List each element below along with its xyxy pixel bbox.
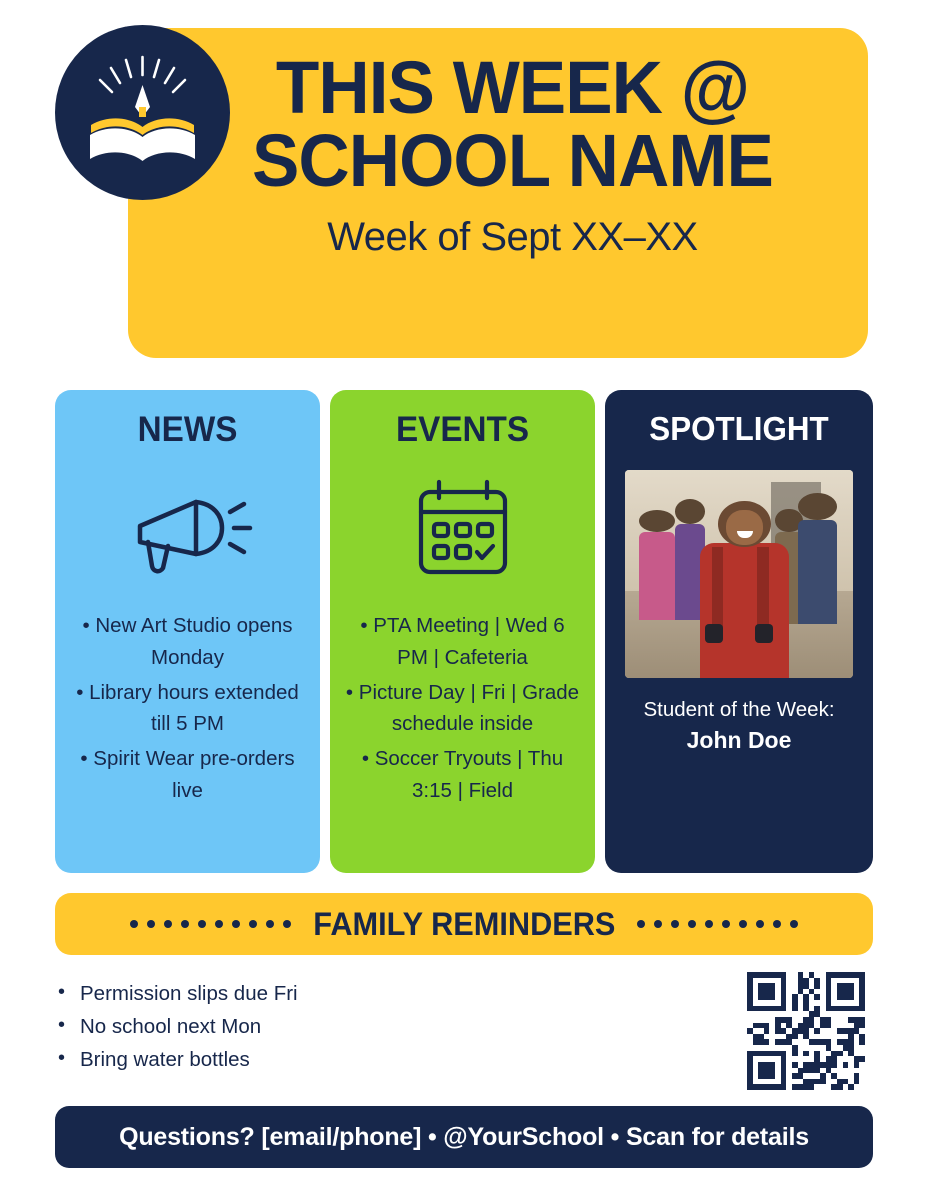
card-news-list [69,610,306,807]
header-subtitle: Week of Sept XX–XX [327,215,698,260]
list-item: • New Art Studio opens Monday [82,614,293,669]
title-line-1: THIS WEEK @ [275,46,750,129]
dot-decoration-left [130,920,291,928]
spotlight-caption: Student of the Week: [643,698,835,721]
family-reminders-list [52,977,298,1077]
list-item: • Spirit Wear pre-orders live [80,747,295,802]
card-events [330,390,595,873]
calendar-check-icon [393,474,533,584]
list-item: • Library hours extended till 5 PM [76,680,299,736]
card-events-heading: EVENTS [395,410,530,449]
megaphone-icon [118,474,258,584]
student-photo [625,470,853,678]
card-events-list [344,610,581,807]
list-item: • PTA Meeting | Wed 6 PM | Cafeteria [360,614,565,669]
card-spotlight [605,390,873,873]
list-item: • No school next Mon [52,1010,298,1043]
card-news-heading: NEWS [137,410,238,449]
card-spotlight-heading: SPOTLIGHT [649,410,829,447]
qr-code[interactable] [747,972,865,1090]
footer-contact-text: Questions? [email/phone] • @YourSchool • Scan for details [119,1122,809,1151]
title-line-2: SCHOOL NAME [252,118,773,202]
dot-decoration-right [637,920,798,928]
school-logo [55,25,230,200]
list-item: • Permission slips due Fri [52,977,298,1010]
list-item: • Bring water bottles [52,1043,298,1076]
card-news [55,390,320,873]
spotlight-student-name: John Doe [686,727,792,753]
list-item: • Picture Day | Fri | Grade schedule inside [345,680,580,736]
header-text-block [180,46,845,260]
family-reminders-title: FAMILY REMINDERS [312,905,616,942]
page-title [193,46,831,202]
poster-header [0,0,927,375]
card-row [0,390,927,876]
list-item: • Soccer Tryouts | Thu 3:15 | Field [361,747,564,802]
footer-bar [55,1106,873,1168]
family-reminders-bar [55,893,873,955]
